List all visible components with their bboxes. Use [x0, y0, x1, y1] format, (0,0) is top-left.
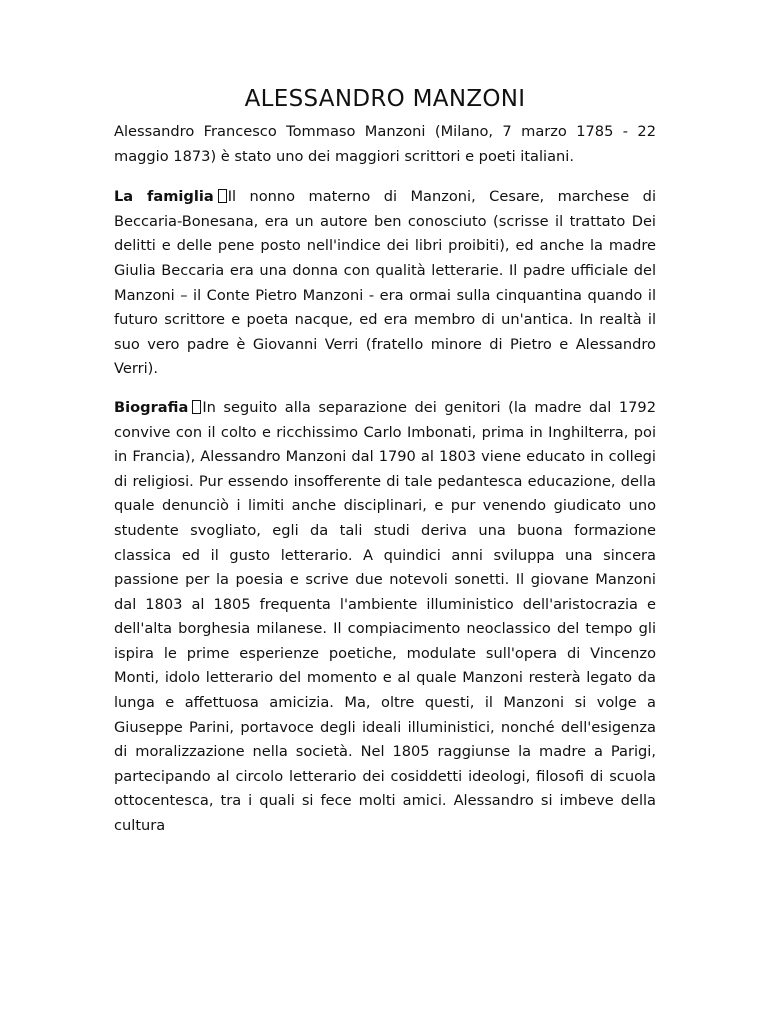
- section-famiglia: [114, 185, 656, 382]
- section-biografia: [114, 396, 656, 839]
- intro-paragraph: Alessandro Francesco Tommaso Manzoni (Milano, 7 marzo 1785 - 22 maggio 1873) è stato uno dei maggiori scrittori e poeti italiani.: [114, 123, 656, 165]
- section-text-famiglia: Il nonno materno di Manzoni, Cesare, marchese di Beccaria-Bonesana, era un autore ben conosciuto (scrisse il trattato Dei delitti e delle pene posto nell'indice dei libri proibiti), ed anche la madre Giulia Beccaria era una donna con qualità letterarie. Il padre ufficiale del Manzoni – il Conte Pietro Manzoni - era ormai sulla cinquantina quando il futuro scrittore e poeta nacque, ed era membro di un'antica. In realtà il suo vero padre è Giovanni Verri (fratello minore di Pietro e Alessandro Verri).: [114, 188, 656, 378]
- missing-glyph-icon: [218, 189, 227, 203]
- section-heading-biografia: Biografia: [114, 398, 189, 416]
- page-title: ALESSANDRO MANZONI: [244, 86, 526, 112]
- document-page: [114, 86, 656, 853]
- section-text-biografia: In seguito alla separazione dei genitori (la madre dal 1792 convive con il colto e ricchissimo Carlo Imbonati, prima in Inghilterra, poi in Francia), Alessandro Manzoni dal 1790 al 1803 viene educato in collegi di religiosi. Pur essendo insofferente di tale pedantesca educazione, della quale denunciò i limiti anche disciplinari, e pur venendo giudicato uno studente svogliato, egli da tali studi deriva una buona formazione classica ed il gusto letterario. A quindici anni sviluppa una sincera passione per la poesia e scrive due notevoli sonetti. Il giovane Manzoni dal 1803 al 1805 frequenta l'ambiente illuministico dell'aristocrazia e dell'alta borghesia milanese. Il compiacimento neoclassico del tempo gli ispira le prime esperienze poetiche, modulate sull'opera di Vincenzo Monti, idolo letterario del momento e al quale Manzoni resterà legato da lunga e affettuosa amicizia. Ma, oltre questi, il Manzoni si volge a Giuseppe Parini, portavoce degli ideali illuministici, nonché dell'esigenza di moralizzazione nella società. Nel 1805 raggiunse la madre a Parigi, partecipando al circolo letterario dei cosiddetti ideologi, filosofi di scuola ottocentesca, tra i quali si fece molti amici. Alessandro si imbeve della cultura: [114, 398, 656, 835]
- section-heading-famiglia: La famiglia: [114, 188, 214, 206]
- missing-glyph-icon: [192, 400, 201, 414]
